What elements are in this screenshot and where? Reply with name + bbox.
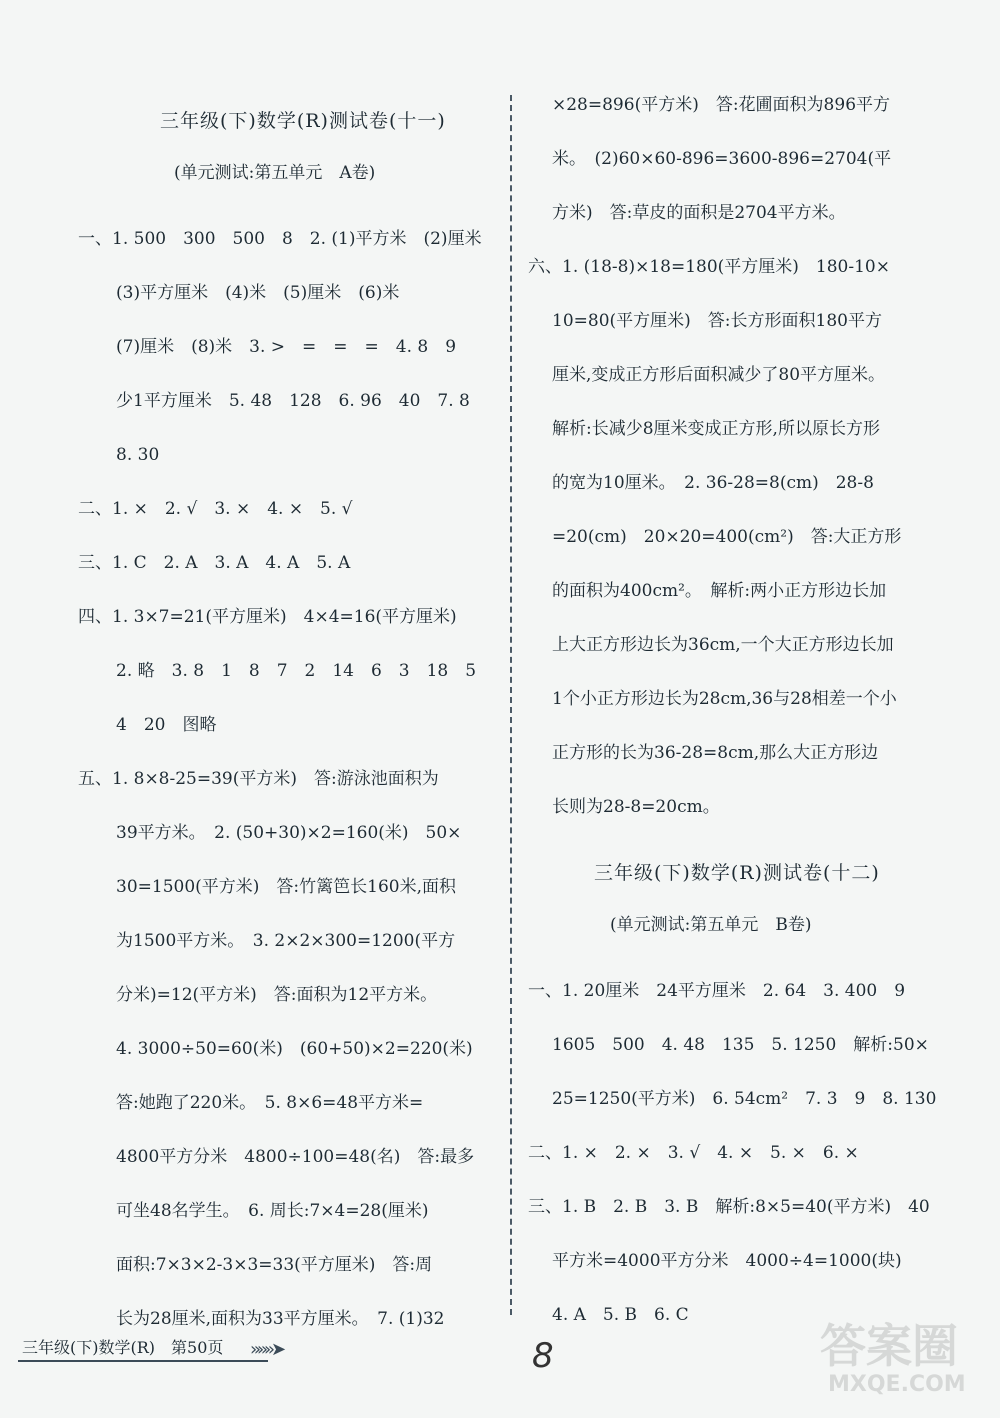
answer-line: 一、1. 20厘米 24平方厘米 2. 64 3. 400 9 [528, 981, 906, 1001]
answer-line: (7)厘米 (8)米 3. > = = = 4. 8 9 [116, 337, 457, 357]
answer-line: 答:她跑了220米。 5. 8×6=48平方米= [116, 1093, 424, 1113]
answer-line: 三、1. C 2. A 3. A 4. A 5. A [78, 553, 351, 573]
answer-line: 解析:长减少8厘米变成正方形,所以原长方形 [552, 419, 880, 439]
answer-line: 厘米,变成正方形后面积减少了80平方厘米。 [552, 365, 886, 385]
column-divider [510, 95, 512, 1315]
answer-line: 2. 略 3. 8 1 8 7 2 14 6 3 18 5 [116, 661, 477, 681]
answer-line: 上大正方形边长为36cm,一个大正方形边长加 [552, 635, 894, 655]
answer-line: 一、1. 500 300 500 8 2. (1)平方米 (2)厘米 [78, 229, 482, 249]
test-subtitle-11: (单元测试:第五单元 A卷) [174, 163, 376, 183]
answer-line: 面积:7×3×2-3×3=33(平方厘米) 答:周 [116, 1255, 433, 1275]
answer-line: 的宽为10厘米。 2. 36-28=8(cm) 28-8 [552, 473, 874, 493]
answer-line: 39平方米。 2. (50+30)×2=160(米) 50× [116, 823, 462, 843]
test-subtitle-12: (单元测试:第五单元 B卷) [610, 915, 812, 935]
answer-line: 4 20 图略 [116, 715, 217, 735]
answer-line: 25=1250(平方米) 6. 54cm² 7. 3 9 8. 130 [552, 1089, 937, 1109]
answer-line: 的面积为400cm²。 解析:两小正方形边长加 [552, 581, 887, 601]
arrows-icon: »»»➤ [250, 1339, 283, 1360]
answer-line: 30=1500(平方米) 答:竹篱笆长160米,面积 [116, 877, 456, 897]
answer-line: 少1平方厘米 5. 48 128 6. 96 40 7. 8 [116, 391, 470, 411]
answer-line: 米。 (2)60×60-896=3600-896=2704(平 [552, 149, 892, 169]
answer-line: 五、1. 8×8-25=39(平方米) 答:游泳池面积为 [78, 769, 439, 789]
answer-line: 分米)=12(平方米) 答:面积为12平方米。 [116, 985, 438, 1005]
answer-line: 4. A 5. B 6. C [552, 1305, 689, 1325]
answer-line: 8. 30 [116, 445, 160, 465]
answer-line: (3)平方厘米 (4)米 (5)厘米 (6)米 [116, 283, 400, 303]
answer-line: 正方形的长为36-28=8cm,那么大正方形边 [552, 743, 879, 763]
watermark-logo-text: 答案圈 [820, 1319, 958, 1373]
answer-line: 平方米=4000平方分米 4000÷4=1000(块) [552, 1251, 902, 1271]
watermark-url: MXQE.COM [828, 1372, 966, 1397]
page-footer-label: 三年级(下)数学(R) 第50页 [22, 1338, 224, 1357]
answer-line: 四、1. 3×7=21(平方厘米) 4×4=16(平方厘米) [78, 607, 457, 627]
answer-line: 1个小正方形边长为28cm,36与28相差一个小 [552, 689, 897, 709]
test-title-11: 三年级(下)数学(R)测试卷(十一) [160, 110, 446, 132]
footer-rule [18, 1360, 268, 1362]
answer-line: 六、1. (18-8)×18=180(平方厘米) 180-10× [528, 257, 890, 277]
answer-line: =20(cm) 20×20=400(cm²) 答:大正方形 [552, 527, 902, 547]
answer-line: 4. 3000÷50=60(米) (60+50)×2=220(米) [116, 1039, 473, 1059]
answer-line: 二、1. × 2. √ 3. × 4. × 5. √ [78, 499, 353, 519]
answer-line: 可坐48名学生。 6. 周长:7×4=28(厘米) [116, 1201, 429, 1221]
answer-line: 长为28厘米,面积为33平方厘米。 7. (1)32 [116, 1309, 445, 1329]
answer-line: 二、1. × 2. × 3. √ 4. × 5. × 6. × [528, 1143, 859, 1163]
answer-line: ×28=896(平方米) 答:花圃面积为896平方 [552, 95, 891, 115]
handwritten-page-mark: 8 [532, 1336, 554, 1376]
answer-line: 1605 500 4. 48 135 5. 1250 解析:50× [552, 1035, 929, 1055]
watermark-logo [820, 1310, 990, 1405]
answer-line: 4800平方分米 4800÷100=48(名) 答:最多 [116, 1147, 475, 1167]
answer-line: 10=80(平方厘米) 答:长方形面积180平方 [552, 311, 882, 331]
answer-line: 三、1. B 2. B 3. B 解析:8×5=40(平方米) 40 [528, 1197, 930, 1217]
test-title-12: 三年级(下)数学(R)测试卷(十二) [594, 862, 880, 884]
answer-line: 为1500平方米。 3. 2×2×300=1200(平方 [116, 931, 456, 951]
answer-line: 方米) 答:草皮的面积是2704平方米。 [552, 203, 846, 223]
answer-line: 长则为28-8=20cm。 [552, 797, 720, 817]
